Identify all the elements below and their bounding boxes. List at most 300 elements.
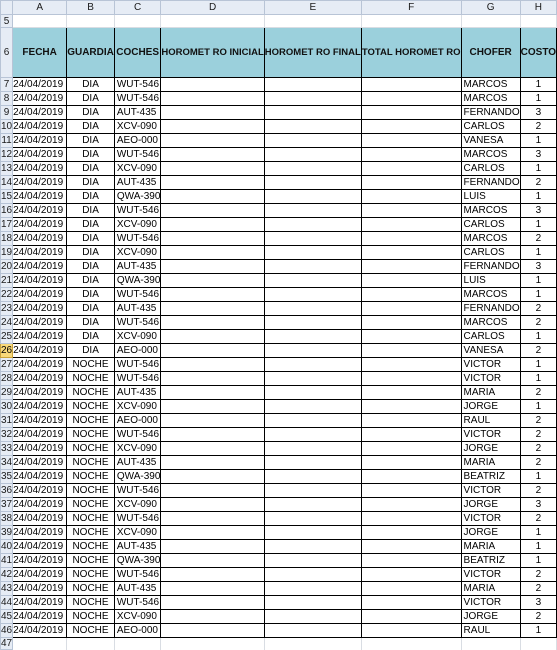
- cell-horometro-final[interactable]: [264, 554, 361, 568]
- cell-total-horometro[interactable]: [361, 624, 461, 638]
- row-header[interactable]: 13: [1, 163, 13, 174]
- cell[interactable]: [67, 15, 115, 28]
- cell-costo[interactable]: 2: [520, 316, 556, 330]
- cell-chofer[interactable]: CARLOS: [461, 218, 520, 232]
- row-header[interactable]: 42: [1, 569, 13, 580]
- column-header-f[interactable]: F: [361, 1, 461, 15]
- cell-costo[interactable]: 1: [520, 134, 556, 148]
- cell-horometro-inicial[interactable]: [161, 330, 264, 344]
- cell-coche[interactable]: AEO-000: [114, 344, 161, 358]
- cell-fecha[interactable]: 24/04/2019: [13, 372, 67, 386]
- cell-costo[interactable]: 2: [520, 484, 556, 498]
- cell-total-horometro[interactable]: [361, 162, 461, 176]
- cell-coche[interactable]: WUT-546: [114, 428, 161, 442]
- cell-fecha[interactable]: 24/04/2019: [13, 568, 67, 582]
- cell-horometro-final[interactable]: [264, 526, 361, 540]
- cell-fecha[interactable]: 24/04/2019: [13, 624, 67, 638]
- cell-chofer[interactable]: MARIA: [461, 456, 520, 470]
- cell-horometro-final[interactable]: [264, 610, 361, 624]
- cell-horometro-inicial[interactable]: [161, 260, 264, 274]
- cell-coche[interactable]: AUT-435: [114, 386, 161, 400]
- cell-fecha[interactable]: 24/04/2019: [13, 554, 67, 568]
- cell-guardia[interactable]: DIA: [67, 120, 115, 134]
- cell-total-horometro[interactable]: [361, 302, 461, 316]
- cell-guardia[interactable]: DIA: [67, 218, 115, 232]
- cell-total-horometro[interactable]: [361, 526, 461, 540]
- row-header[interactable]: 10: [1, 121, 13, 132]
- header-costo[interactable]: COSTO: [520, 28, 556, 78]
- cell-chofer[interactable]: JORGE: [461, 526, 520, 540]
- cell-guardia[interactable]: DIA: [67, 274, 115, 288]
- row-header[interactable]: 33: [1, 443, 13, 454]
- cell-chofer[interactable]: VANESA: [461, 134, 520, 148]
- cell-coche[interactable]: QWA-390: [114, 190, 161, 204]
- header-horometro-inicial[interactable]: HOROMET RO INICIAL: [161, 28, 264, 78]
- cell-guardia[interactable]: DIA: [67, 92, 115, 106]
- cell-chofer[interactable]: LUIS: [461, 274, 520, 288]
- cell[interactable]: [520, 638, 556, 650]
- cell-horometro-final[interactable]: [264, 540, 361, 554]
- cell-guardia[interactable]: DIA: [67, 316, 115, 330]
- cell-coche[interactable]: WUT-546: [114, 232, 161, 246]
- header-total-horometro[interactable]: TOTAL HOROMET RO: [361, 28, 461, 78]
- cell-coche[interactable]: QWA-390: [114, 470, 161, 484]
- cell-chofer[interactable]: CARLOS: [461, 330, 520, 344]
- cell-chofer[interactable]: JORGE: [461, 442, 520, 456]
- row-header[interactable]: 16: [1, 205, 13, 216]
- cell-fecha[interactable]: 24/04/2019: [13, 470, 67, 484]
- cell-fecha[interactable]: 24/04/2019: [13, 330, 67, 344]
- cell-horometro-inicial[interactable]: [161, 484, 264, 498]
- cell-horometro-inicial[interactable]: [161, 78, 264, 92]
- cell-coche[interactable]: WUT-546: [114, 316, 161, 330]
- cell-costo[interactable]: 3: [520, 204, 556, 218]
- row-header[interactable]: 26: [1, 345, 13, 356]
- cell-coche[interactable]: WUT-546: [114, 484, 161, 498]
- column-header-e[interactable]: E: [264, 1, 361, 15]
- cell-horometro-final[interactable]: [264, 176, 361, 190]
- row-header[interactable]: 45: [1, 611, 13, 622]
- cell-guardia[interactable]: DIA: [67, 246, 115, 260]
- cell-guardia[interactable]: NOCHE: [67, 442, 115, 456]
- row-header[interactable]: 11: [1, 135, 12, 146]
- cell-coche[interactable]: AEO-000: [114, 414, 161, 428]
- cell-fecha[interactable]: 24/04/2019: [13, 414, 67, 428]
- cell-guardia[interactable]: NOCHE: [67, 498, 115, 512]
- row-header[interactable]: 24: [1, 317, 13, 328]
- cell-guardia[interactable]: NOCHE: [67, 512, 115, 526]
- cell-horometro-inicial[interactable]: [161, 218, 264, 232]
- cell-fecha[interactable]: 24/04/2019: [13, 162, 67, 176]
- cell-guardia[interactable]: NOCHE: [67, 428, 115, 442]
- cell-horometro-inicial[interactable]: [161, 246, 264, 260]
- cell-fecha[interactable]: 24/04/2019: [13, 442, 67, 456]
- cell-total-horometro[interactable]: [361, 330, 461, 344]
- column-header-g[interactable]: G: [461, 1, 520, 15]
- cell-chofer[interactable]: VANESA: [461, 344, 520, 358]
- cell-chofer[interactable]: MARCOS: [461, 316, 520, 330]
- cell-total-horometro[interactable]: [361, 288, 461, 302]
- cell-total-horometro[interactable]: [361, 358, 461, 372]
- cell-fecha[interactable]: 24/04/2019: [13, 386, 67, 400]
- cell-guardia[interactable]: DIA: [67, 204, 115, 218]
- cell-costo[interactable]: 1: [520, 624, 556, 638]
- cell-total-horometro[interactable]: [361, 120, 461, 134]
- cell-costo[interactable]: 1: [520, 288, 556, 302]
- cell-guardia[interactable]: NOCHE: [67, 540, 115, 554]
- cell-chofer[interactable]: FERNANDO: [461, 176, 520, 190]
- row-header[interactable]: 30: [1, 401, 13, 412]
- cell-fecha[interactable]: 24/04/2019: [13, 274, 67, 288]
- cell-chofer[interactable]: VICTOR: [461, 428, 520, 442]
- cell-fecha[interactable]: 24/04/2019: [13, 428, 67, 442]
- cell-guardia[interactable]: NOCHE: [67, 358, 115, 372]
- cell-chofer[interactable]: FERNANDO: [461, 106, 520, 120]
- row-header[interactable]: 29: [1, 387, 13, 398]
- row-header[interactable]: 36: [1, 485, 13, 496]
- cell-total-horometro[interactable]: [361, 274, 461, 288]
- cell-coche[interactable]: WUT-546: [114, 148, 161, 162]
- select-all-corner[interactable]: [1, 1, 13, 15]
- cell-fecha[interactable]: 24/04/2019: [13, 456, 67, 470]
- cell-fecha[interactable]: 24/04/2019: [13, 176, 67, 190]
- cell-coche[interactable]: XCV-090: [114, 526, 161, 540]
- cell-costo[interactable]: 1: [520, 470, 556, 484]
- header-chofer[interactable]: CHOFER: [461, 28, 520, 78]
- cell-horometro-final[interactable]: [264, 568, 361, 582]
- cell-total-horometro[interactable]: [361, 344, 461, 358]
- cell-costo[interactable]: 1: [520, 372, 556, 386]
- cell-horometro-final[interactable]: [264, 106, 361, 120]
- cell-costo[interactable]: 2: [520, 120, 556, 134]
- row-header[interactable]: 14: [1, 177, 13, 188]
- cell-horometro-inicial[interactable]: [161, 610, 264, 624]
- cell-coche[interactable]: XCV-090: [114, 400, 161, 414]
- cell-horometro-inicial[interactable]: [161, 372, 264, 386]
- cell-costo[interactable]: 1: [520, 554, 556, 568]
- cell-costo[interactable]: 1: [520, 246, 556, 260]
- cell-horometro-inicial[interactable]: [161, 554, 264, 568]
- row-header[interactable]: 8: [1, 92, 13, 106]
- cell-guardia[interactable]: NOCHE: [67, 624, 115, 638]
- cell-guardia[interactable]: NOCHE: [67, 554, 115, 568]
- cell-coche[interactable]: AUT-435: [114, 456, 161, 470]
- cell-fecha[interactable]: 24/04/2019: [13, 106, 67, 120]
- cell-guardia[interactable]: NOCHE: [67, 372, 115, 386]
- cell-costo[interactable]: 2: [520, 414, 556, 428]
- cell-costo[interactable]: 2: [520, 456, 556, 470]
- cell-fecha[interactable]: 24/04/2019: [13, 246, 67, 260]
- cell-horometro-inicial[interactable]: [161, 470, 264, 484]
- cell-chofer[interactable]: MARIA: [461, 386, 520, 400]
- cell-total-horometro[interactable]: [361, 498, 461, 512]
- row-header[interactable]: 27: [1, 359, 13, 370]
- cell-horometro-inicial[interactable]: [161, 428, 264, 442]
- cell-horometro-inicial[interactable]: [161, 204, 264, 218]
- cell-fecha[interactable]: 24/04/2019: [13, 344, 67, 358]
- cell-coche[interactable]: AUT-435: [114, 540, 161, 554]
- cell-total-horometro[interactable]: [361, 596, 461, 610]
- cell-costo[interactable]: 2: [520, 344, 556, 358]
- row-header[interactable]: 23: [1, 303, 13, 314]
- cell-horometro-final[interactable]: [264, 596, 361, 610]
- column-header-a[interactable]: A: [13, 1, 67, 15]
- cell-costo[interactable]: 1: [520, 92, 556, 106]
- cell-coche[interactable]: AUT-435: [114, 176, 161, 190]
- header-fecha[interactable]: FECHA: [13, 28, 67, 78]
- cell-total-horometro[interactable]: [361, 204, 461, 218]
- cell-coche[interactable]: XCV-090: [114, 330, 161, 344]
- cell-costo[interactable]: 1: [520, 78, 556, 92]
- row-header[interactable]: 6: [1, 28, 13, 78]
- cell-guardia[interactable]: NOCHE: [67, 400, 115, 414]
- cell-chofer[interactable]: MARCOS: [461, 78, 520, 92]
- cell-horometro-inicial[interactable]: [161, 456, 264, 470]
- cell-total-horometro[interactable]: [361, 428, 461, 442]
- cell[interactable]: [520, 15, 556, 28]
- cell-guardia[interactable]: DIA: [67, 330, 115, 344]
- cell-chofer[interactable]: FERNANDO: [461, 260, 520, 274]
- cell[interactable]: [114, 638, 161, 650]
- cell-horometro-inicial[interactable]: [161, 358, 264, 372]
- cell-costo[interactable]: 2: [520, 610, 556, 624]
- cell-fecha[interactable]: 24/04/2019: [13, 260, 67, 274]
- cell-total-horometro[interactable]: [361, 316, 461, 330]
- cell-coche[interactable]: WUT-546: [114, 568, 161, 582]
- cell-fecha[interactable]: 24/04/2019: [13, 92, 67, 106]
- cell-costo[interactable]: 3: [520, 498, 556, 512]
- cell-fecha[interactable]: 24/04/2019: [13, 288, 67, 302]
- cell-guardia[interactable]: NOCHE: [67, 470, 115, 484]
- cell-horometro-inicial[interactable]: [161, 512, 264, 526]
- cell-fecha[interactable]: 24/04/2019: [13, 232, 67, 246]
- cell-guardia[interactable]: DIA: [67, 260, 115, 274]
- cell-total-horometro[interactable]: [361, 470, 461, 484]
- cell-fecha[interactable]: 24/04/2019: [13, 596, 67, 610]
- cell-total-horometro[interactable]: [361, 442, 461, 456]
- cell-chofer[interactable]: JORGE: [461, 610, 520, 624]
- row-header[interactable]: 7: [1, 78, 13, 92]
- row-header[interactable]: 43: [1, 583, 13, 594]
- cell-horometro-final[interactable]: [264, 400, 361, 414]
- cell-guardia[interactable]: DIA: [67, 302, 115, 316]
- cell-total-horometro[interactable]: [361, 190, 461, 204]
- cell-chofer[interactable]: MARCOS: [461, 148, 520, 162]
- header-coches[interactable]: COCHES: [114, 28, 161, 78]
- cell-fecha[interactable]: 24/04/2019: [13, 358, 67, 372]
- cell-fecha[interactable]: 24/04/2019: [13, 498, 67, 512]
- cell-coche[interactable]: XCV-090: [114, 120, 161, 134]
- cell-chofer[interactable]: CARLOS: [461, 162, 520, 176]
- cell-fecha[interactable]: 24/04/2019: [13, 526, 67, 540]
- row-header[interactable]: 41: [1, 555, 13, 566]
- cell-guardia[interactable]: DIA: [67, 162, 115, 176]
- cell-horometro-inicial[interactable]: [161, 400, 264, 414]
- cell-chofer[interactable]: VICTOR: [461, 484, 520, 498]
- cell-chofer[interactable]: JORGE: [461, 498, 520, 512]
- cell-chofer[interactable]: RAUL: [461, 414, 520, 428]
- cell-guardia[interactable]: NOCHE: [67, 610, 115, 624]
- cell-coche[interactable]: AEO-000: [114, 134, 161, 148]
- cell-total-horometro[interactable]: [361, 568, 461, 582]
- row-header[interactable]: 32: [1, 429, 13, 440]
- cell-guardia[interactable]: NOCHE: [67, 484, 115, 498]
- cell-guardia[interactable]: DIA: [67, 148, 115, 162]
- cell-costo[interactable]: 3: [520, 260, 556, 274]
- cell-horometro-final[interactable]: [264, 358, 361, 372]
- cell-horometro-inicial[interactable]: [161, 540, 264, 554]
- cell-horometro-final[interactable]: [264, 442, 361, 456]
- cell-horometro-inicial[interactable]: [161, 386, 264, 400]
- cell-horometro-inicial[interactable]: [161, 302, 264, 316]
- cell-costo[interactable]: 2: [520, 442, 556, 456]
- cell-total-horometro[interactable]: [361, 78, 461, 92]
- cell-horometro-inicial[interactable]: [161, 148, 264, 162]
- cell-coche[interactable]: AUT-435: [114, 260, 161, 274]
- cell-horometro-final[interactable]: [264, 428, 361, 442]
- row-header[interactable]: 15: [1, 191, 13, 202]
- cell-horometro-inicial[interactable]: [161, 176, 264, 190]
- cell[interactable]: [161, 15, 264, 28]
- cell-horometro-inicial[interactable]: [161, 596, 264, 610]
- cell-horometro-inicial[interactable]: [161, 414, 264, 428]
- cell-horometro-final[interactable]: [264, 218, 361, 232]
- cell-horometro-final[interactable]: [264, 260, 361, 274]
- cell-horometro-final[interactable]: [264, 120, 361, 134]
- cell-horometro-inicial[interactable]: [161, 274, 264, 288]
- cell-chofer[interactable]: MARIA: [461, 582, 520, 596]
- cell-coche[interactable]: XCV-090: [114, 218, 161, 232]
- cell-coche[interactable]: AEO-000: [114, 624, 161, 638]
- cell-chofer[interactable]: MARCOS: [461, 92, 520, 106]
- column-header-c[interactable]: C: [114, 1, 161, 15]
- cell-guardia[interactable]: NOCHE: [67, 456, 115, 470]
- cell-horometro-final[interactable]: [264, 386, 361, 400]
- cell-horometro-final[interactable]: [264, 582, 361, 596]
- cell-total-horometro[interactable]: [361, 554, 461, 568]
- cell-horometro-final[interactable]: [264, 344, 361, 358]
- row-header[interactable]: 34: [1, 457, 13, 468]
- cell[interactable]: [13, 638, 67, 650]
- column-header-h[interactable]: H: [520, 1, 556, 15]
- cell-total-horometro[interactable]: [361, 540, 461, 554]
- cell[interactable]: [114, 15, 161, 28]
- cell-horometro-final[interactable]: [264, 204, 361, 218]
- cell-total-horometro[interactable]: [361, 386, 461, 400]
- cell-chofer[interactable]: CARLOS: [461, 120, 520, 134]
- cell-horometro-final[interactable]: [264, 330, 361, 344]
- cell-costo[interactable]: 3: [520, 148, 556, 162]
- cell-coche[interactable]: WUT-546: [114, 204, 161, 218]
- cell-chofer[interactable]: VICTOR: [461, 358, 520, 372]
- cell-fecha[interactable]: 24/04/2019: [13, 512, 67, 526]
- cell-horometro-final[interactable]: [264, 148, 361, 162]
- cell-chofer[interactable]: MARCOS: [461, 232, 520, 246]
- cell-fecha[interactable]: 24/04/2019: [13, 400, 67, 414]
- row-header[interactable]: 44: [1, 597, 13, 608]
- cell-total-horometro[interactable]: [361, 232, 461, 246]
- cell-horometro-final[interactable]: [264, 484, 361, 498]
- column-header-b[interactable]: B: [67, 1, 115, 15]
- cell[interactable]: [161, 638, 264, 650]
- cell-horometro-final[interactable]: [264, 78, 361, 92]
- cell-horometro-final[interactable]: [264, 134, 361, 148]
- cell-coche[interactable]: XCV-090: [114, 498, 161, 512]
- cell-guardia[interactable]: DIA: [67, 134, 115, 148]
- cell-costo[interactable]: 1: [520, 358, 556, 372]
- cell-total-horometro[interactable]: [361, 246, 461, 260]
- cell-horometro-final[interactable]: [264, 624, 361, 638]
- cell-guardia[interactable]: DIA: [67, 176, 115, 190]
- cell-guardia[interactable]: DIA: [67, 78, 115, 92]
- cell-costo[interactable]: 2: [520, 568, 556, 582]
- cell-total-horometro[interactable]: [361, 372, 461, 386]
- cell-coche[interactable]: WUT-546: [114, 372, 161, 386]
- cell-horometro-inicial[interactable]: [161, 120, 264, 134]
- cell-chofer[interactable]: VICTOR: [461, 596, 520, 610]
- cell-horometro-final[interactable]: [264, 232, 361, 246]
- cell-horometro-final[interactable]: [264, 372, 361, 386]
- cell-horometro-inicial[interactable]: [161, 162, 264, 176]
- cell-horometro-final[interactable]: [264, 92, 361, 106]
- cell-horometro-final[interactable]: [264, 302, 361, 316]
- cell-chofer[interactable]: MARCOS: [461, 204, 520, 218]
- cell-costo[interactable]: 2: [520, 232, 556, 246]
- cell-coche[interactable]: WUT-546: [114, 596, 161, 610]
- cell-fecha[interactable]: 24/04/2019: [13, 302, 67, 316]
- cell-costo[interactable]: 1: [520, 400, 556, 414]
- cell-costo[interactable]: 2: [520, 428, 556, 442]
- row-header[interactable]: 31: [1, 415, 13, 426]
- cell-guardia[interactable]: NOCHE: [67, 526, 115, 540]
- cell-horometro-final[interactable]: [264, 512, 361, 526]
- cell[interactable]: [461, 638, 520, 650]
- cell-costo[interactable]: 2: [520, 512, 556, 526]
- cell-fecha[interactable]: 24/04/2019: [13, 134, 67, 148]
- cell-fecha[interactable]: 24/04/2019: [13, 148, 67, 162]
- cell-chofer[interactable]: FERNANDO: [461, 302, 520, 316]
- cell-horometro-final[interactable]: [264, 274, 361, 288]
- cell-horometro-inicial[interactable]: [161, 92, 264, 106]
- cell-guardia[interactable]: NOCHE: [67, 386, 115, 400]
- header-guardia[interactable]: GUARDIA: [67, 28, 115, 78]
- cell-total-horometro[interactable]: [361, 610, 461, 624]
- cell-total-horometro[interactable]: [361, 260, 461, 274]
- cell-costo[interactable]: 1: [520, 190, 556, 204]
- cell-guardia[interactable]: DIA: [67, 344, 115, 358]
- cell[interactable]: [361, 638, 461, 650]
- cell-horometro-inicial[interactable]: [161, 316, 264, 330]
- cell-total-horometro[interactable]: [361, 176, 461, 190]
- row-header[interactable]: 38: [1, 513, 13, 524]
- cell-horometro-inicial[interactable]: [161, 624, 264, 638]
- cell-fecha[interactable]: 24/04/2019: [13, 218, 67, 232]
- cell-costo[interactable]: 2: [520, 302, 556, 316]
- cell-costo[interactable]: 2: [520, 386, 556, 400]
- cell-coche[interactable]: XCV-090: [114, 246, 161, 260]
- cell-chofer[interactable]: JORGE: [461, 400, 520, 414]
- cell-total-horometro[interactable]: [361, 456, 461, 470]
- cell-fecha[interactable]: 24/04/2019: [13, 582, 67, 596]
- cell-horometro-inicial[interactable]: [161, 288, 264, 302]
- cell-total-horometro[interactable]: [361, 148, 461, 162]
- row-header[interactable]: 22: [1, 289, 13, 300]
- cell-coche[interactable]: WUT-546: [114, 78, 161, 92]
- cell-coche[interactable]: WUT-546: [114, 288, 161, 302]
- row-header[interactable]: 28: [1, 373, 13, 384]
- cell-total-horometro[interactable]: [361, 484, 461, 498]
- row-header[interactable]: 40: [1, 541, 13, 552]
